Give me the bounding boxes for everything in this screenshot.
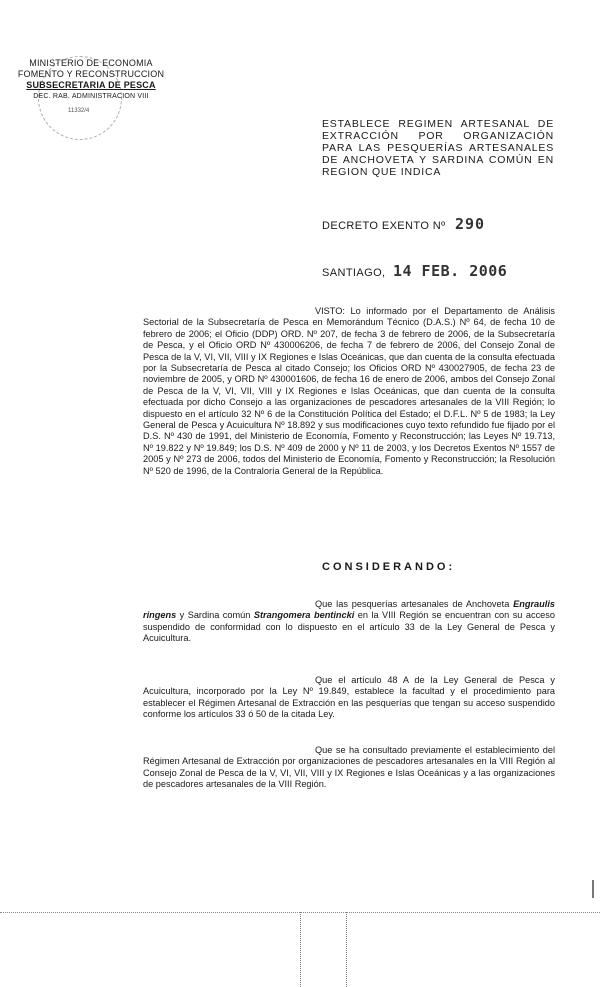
decree-date: 14 FEB. 2006 [392,262,508,280]
p1-text-1: Que las pesquerías artesanales de Anchoveta [315,599,514,609]
decree-city: SANTIAGO, [322,267,386,279]
scan-artifact-vertical [300,912,301,987]
considerando-paragraph-1 [143,599,555,645]
scan-artifact-vertical [346,912,347,987]
species-name-anchoveta: Engraulis ringens [143,599,555,621]
considerando-paragraph-2: Que el artículo 48 A de la Ley General de Pesca y Acuicultura, incorporado por la Ley Nº 19.849, establece la facultad y el procedimiento para establecer el Régimen Artesanal de Extracción en las pesquerías que tengan su acceso suspendido conforme los artículos 33 ó 50 de la citada Ley. [143,675,555,720]
department-name: DEC. RAB. ADMINISTRACION VIII [33,93,149,100]
decree-date-line [322,262,507,280]
considerando-paragraph-3: Que se ha consultado previamente el establecimiento del Régimen Artesanal de Extracción por organizaciones de pescadores artesanales en la VIII Región al Consejo Zonal de Pesca de la V, VI, VII, VIII y IX Regiones e Islas Oceánicas y a las organizaciones de pescadores artesanales de la VIII Región. [143,745,555,790]
scan-margin-mark [592,880,594,898]
stamp-number: 11332/4 [68,108,90,114]
p1-text-2: y Sardina común [176,610,254,621]
decree-number: 290 [454,215,486,233]
considerando-heading: CONSIDERANDO: [322,561,456,573]
decree-label: DECRETO EXENTO Nº [322,220,446,232]
ministry-subname: FOMENTO Y RECONSTRUCCION [17,69,165,79]
decree-title: ESTABLECE REGIMEN ARTESANAL DE EXTRACCIÓN POR ORGANIZACIÓN PARA LAS PESQUERÍAS ARTESANALES DE ANCHOVETA Y SARDINA COMÚN EN REGION QUE INDICA [322,118,554,178]
species-name-sardina: Strangomera bentincki [253,610,355,621]
visto-paragraph: VISTO: Lo informado por el Departamento de Análisis Sectorial de la Subsecretaría de Pesca en Memorándum Técnico (D.A.S.) Nº 64, de fecha 10 de febrero de 2006; el Oficio (DDP) ORD. Nº 207, de fecha 3 de febrero de 2006, de la Subsecretaría de Pesca, y el Oficio ORD Nº 430006206, de fecha 7 de febrero de 2006, del Consejo Zonal de Pesca de la V, VI, VII, VIII y IX Regiones e Islas Oceánicas, que dan cuenta de la consulta efectuada por la Subsecretaría de Pesca al citado Consejo; los Oficios ORD Nº 430027905, de fecha 23 de noviembre de 2005, y ORD Nº 430001606, de fecha 16 de enero de 2006, ambos del Consejo Zonal de Pesca de la V, VI, VII, VIII y IX Regiones e Islas Oceánicas, que dan cuenta de la consulta efectuada por dicho Consejo a las organizaciones de pescadores artesanales de la VIII Región; lo dispuesto en el artículo 32 Nº 6 de la Constitución Política del Estado; el D.F.L. Nº 5 de 1983; la Ley General de Pesca y Acuicultura Nº 18.892 y sus modificaciones cuyo texto refundido fue fijado por el D.S. Nº 430 de 1991, del Ministerio de Economía, Fomento y Reconstrucción; las Leyes Nº 19.713, Nº 19.822 y Nº 19.849; los D.S. Nº 409 de 2000 y Nº 11 de 2003, y los Decretos Exentos Nº 1557 de 2005 y Nº 273 de 2006, todos del Ministerio de Economía, Fomento y Reconstrucción; la Resolución Nº 520 de 1996, de la Contraloría General de la República. [143,306,555,476]
ministry-name: MINISTERIO DE ECONOMIA [29,58,153,68]
ministry-header [6,58,176,102]
decree-number-line [322,215,485,233]
subsecretaria-name: SUBSECRETARIA DE PESCA [26,80,156,90]
p1-text-3: en la VIII Región se encuentran con su acceso suspendido de conformidad con lo dispuesto en el artículo 33 de la Ley General de Pesca y Acuicultura. [143,610,555,644]
